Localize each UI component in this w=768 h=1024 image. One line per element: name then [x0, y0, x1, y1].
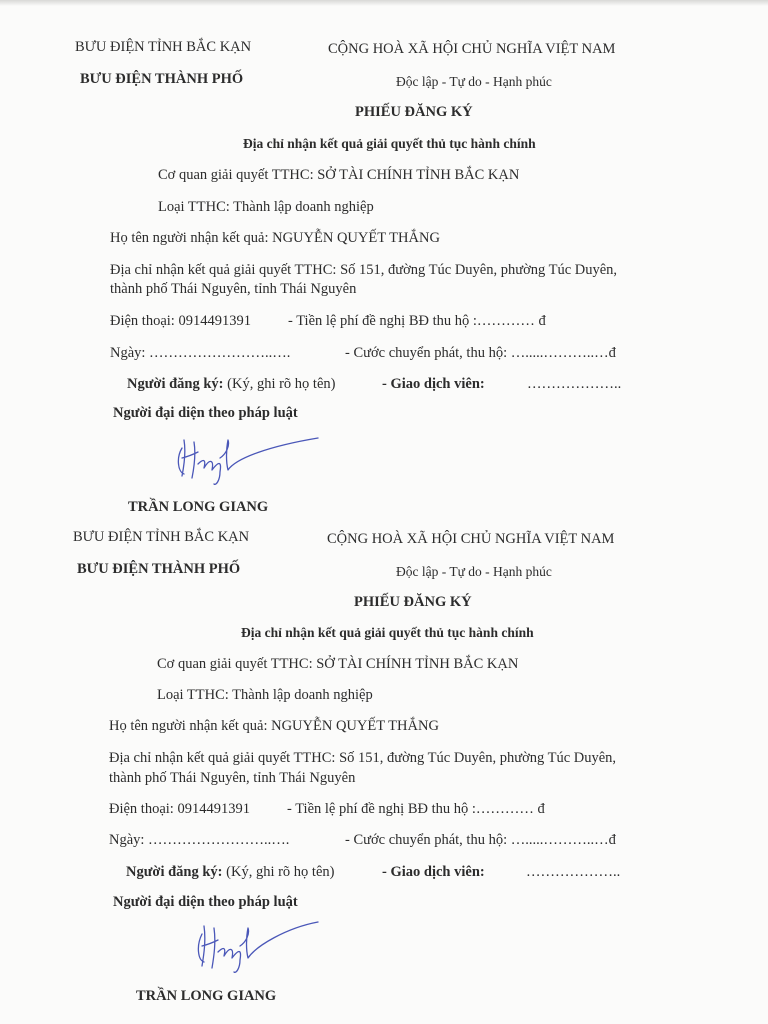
signer-name: TRẦN LONG GIANG [136, 988, 277, 1004]
recipient-line: Họ tên người nhận kết quả: NGUYỄN QUYẾT THẮNG [110, 230, 440, 246]
shipping-line: - Cước chuyển phát, thu hộ: ….....………..…đ [345, 345, 616, 361]
address-line-2: thành phố Thái Nguyên, tỉnh Thái Nguyên [110, 281, 357, 297]
registrant-label: Người đăng ký: [127, 376, 224, 392]
date-line: Ngày: ……………………..…. [109, 832, 290, 848]
header-right-line2: Độc lập - Tự do - Hạnh phúc [396, 74, 552, 89]
registrant-line [126, 864, 334, 881]
header-right-line1: CỘNG HOÀ XÃ HỘI CHỦ NGHĨA VIỆT NAM [327, 531, 615, 547]
fee-line: - Tiền lệ phí đề nghị BĐ thu hộ :………… đ [287, 801, 545, 817]
form-title: PHIẾU ĐĂNG KÝ [354, 594, 472, 610]
phone-line: Điện thoại: 0914491391 [110, 313, 251, 329]
agency-line: Cơ quan giải quyết TTHC: SỞ TÀI CHÍNH TỈNH BẮC KẠN [157, 656, 519, 672]
handwritten-signature [170, 428, 330, 495]
header-right-line1: CỘNG HOÀ XÃ HỘI CHỦ NGHĨA VIỆT NAM [328, 41, 616, 57]
clerk-dots: ……………….. [527, 376, 622, 392]
header-left-line1: BƯU ĐIỆN TỈNH BẮC KẠN [73, 529, 250, 545]
registrant-line [127, 376, 335, 393]
address-line-2: thành phố Thái Nguyên, tỉnh Thái Nguyên [109, 770, 356, 786]
agency-line: Cơ quan giải quyết TTHC: SỞ TÀI CHÍNH TỈNH BẮC KẠN [158, 167, 520, 183]
phone-line: Điện thoại: 0914491391 [109, 801, 250, 817]
registrant-note: (Ký, ghi rõ họ tên) [226, 864, 335, 880]
clerk-dots: ……………….. [526, 864, 621, 880]
address-line-1: Địa chỉ nhận kết quả giải quyết TTHC: Số 151, đường Túc Duyên, phường Túc Duyên, [110, 262, 618, 278]
header-left-line1: BƯU ĐIỆN TỈNH BẮC KẠN [75, 39, 252, 55]
legal-representative-label: Người đại diện theo pháp luật [113, 894, 298, 910]
address-line-1: Địa chỉ nhận kết quả giải quyết TTHC: Số 151, đường Túc Duyên, phường Túc Duyên, [109, 750, 617, 766]
registrant-note: (Ký, ghi rõ họ tên) [227, 376, 336, 392]
procedure-type-line: Loại TTHC: Thành lập doanh nghiệp [157, 687, 373, 703]
registrant-label: Người đăng ký: [126, 864, 223, 880]
procedure-type-line: Loại TTHC: Thành lập doanh nghiệp [158, 199, 374, 215]
date-line: Ngày: ……………………..…. [110, 345, 291, 361]
signer-name: TRẦN LONG GIANG [128, 499, 269, 515]
form-title: PHIẾU ĐĂNG KÝ [355, 104, 473, 120]
form-subtitle: Địa chỉ nhận kết quả giải quyết thủ tục hành chính [243, 136, 536, 151]
fee-line: - Tiền lệ phí đề nghị BĐ thu hộ :………… đ [288, 313, 546, 329]
handwritten-signature [190, 916, 350, 983]
header-left-line2: BƯU ĐIỆN THÀNH PHỐ [77, 561, 241, 577]
registration-form-2 [0, 490, 768, 1004]
clerk-label: - Giao dịch viên: [382, 864, 485, 880]
header-left-line2: BƯU ĐIỆN THÀNH PHỐ [80, 71, 244, 87]
legal-representative-label: Người đại diện theo pháp luật [113, 405, 298, 421]
shipping-line: - Cước chuyển phát, thu hộ: ….....………..…đ [345, 832, 616, 848]
recipient-line: Họ tên người nhận kết quả: NGUYỄN QUYẾT THẮNG [109, 718, 439, 734]
form-subtitle: Địa chỉ nhận kết quả giải quyết thủ tục hành chính [241, 625, 534, 640]
clerk-label: - Giao dịch viên: [382, 376, 485, 392]
header-right-line2: Độc lập - Tự do - Hạnh phúc [396, 564, 552, 579]
